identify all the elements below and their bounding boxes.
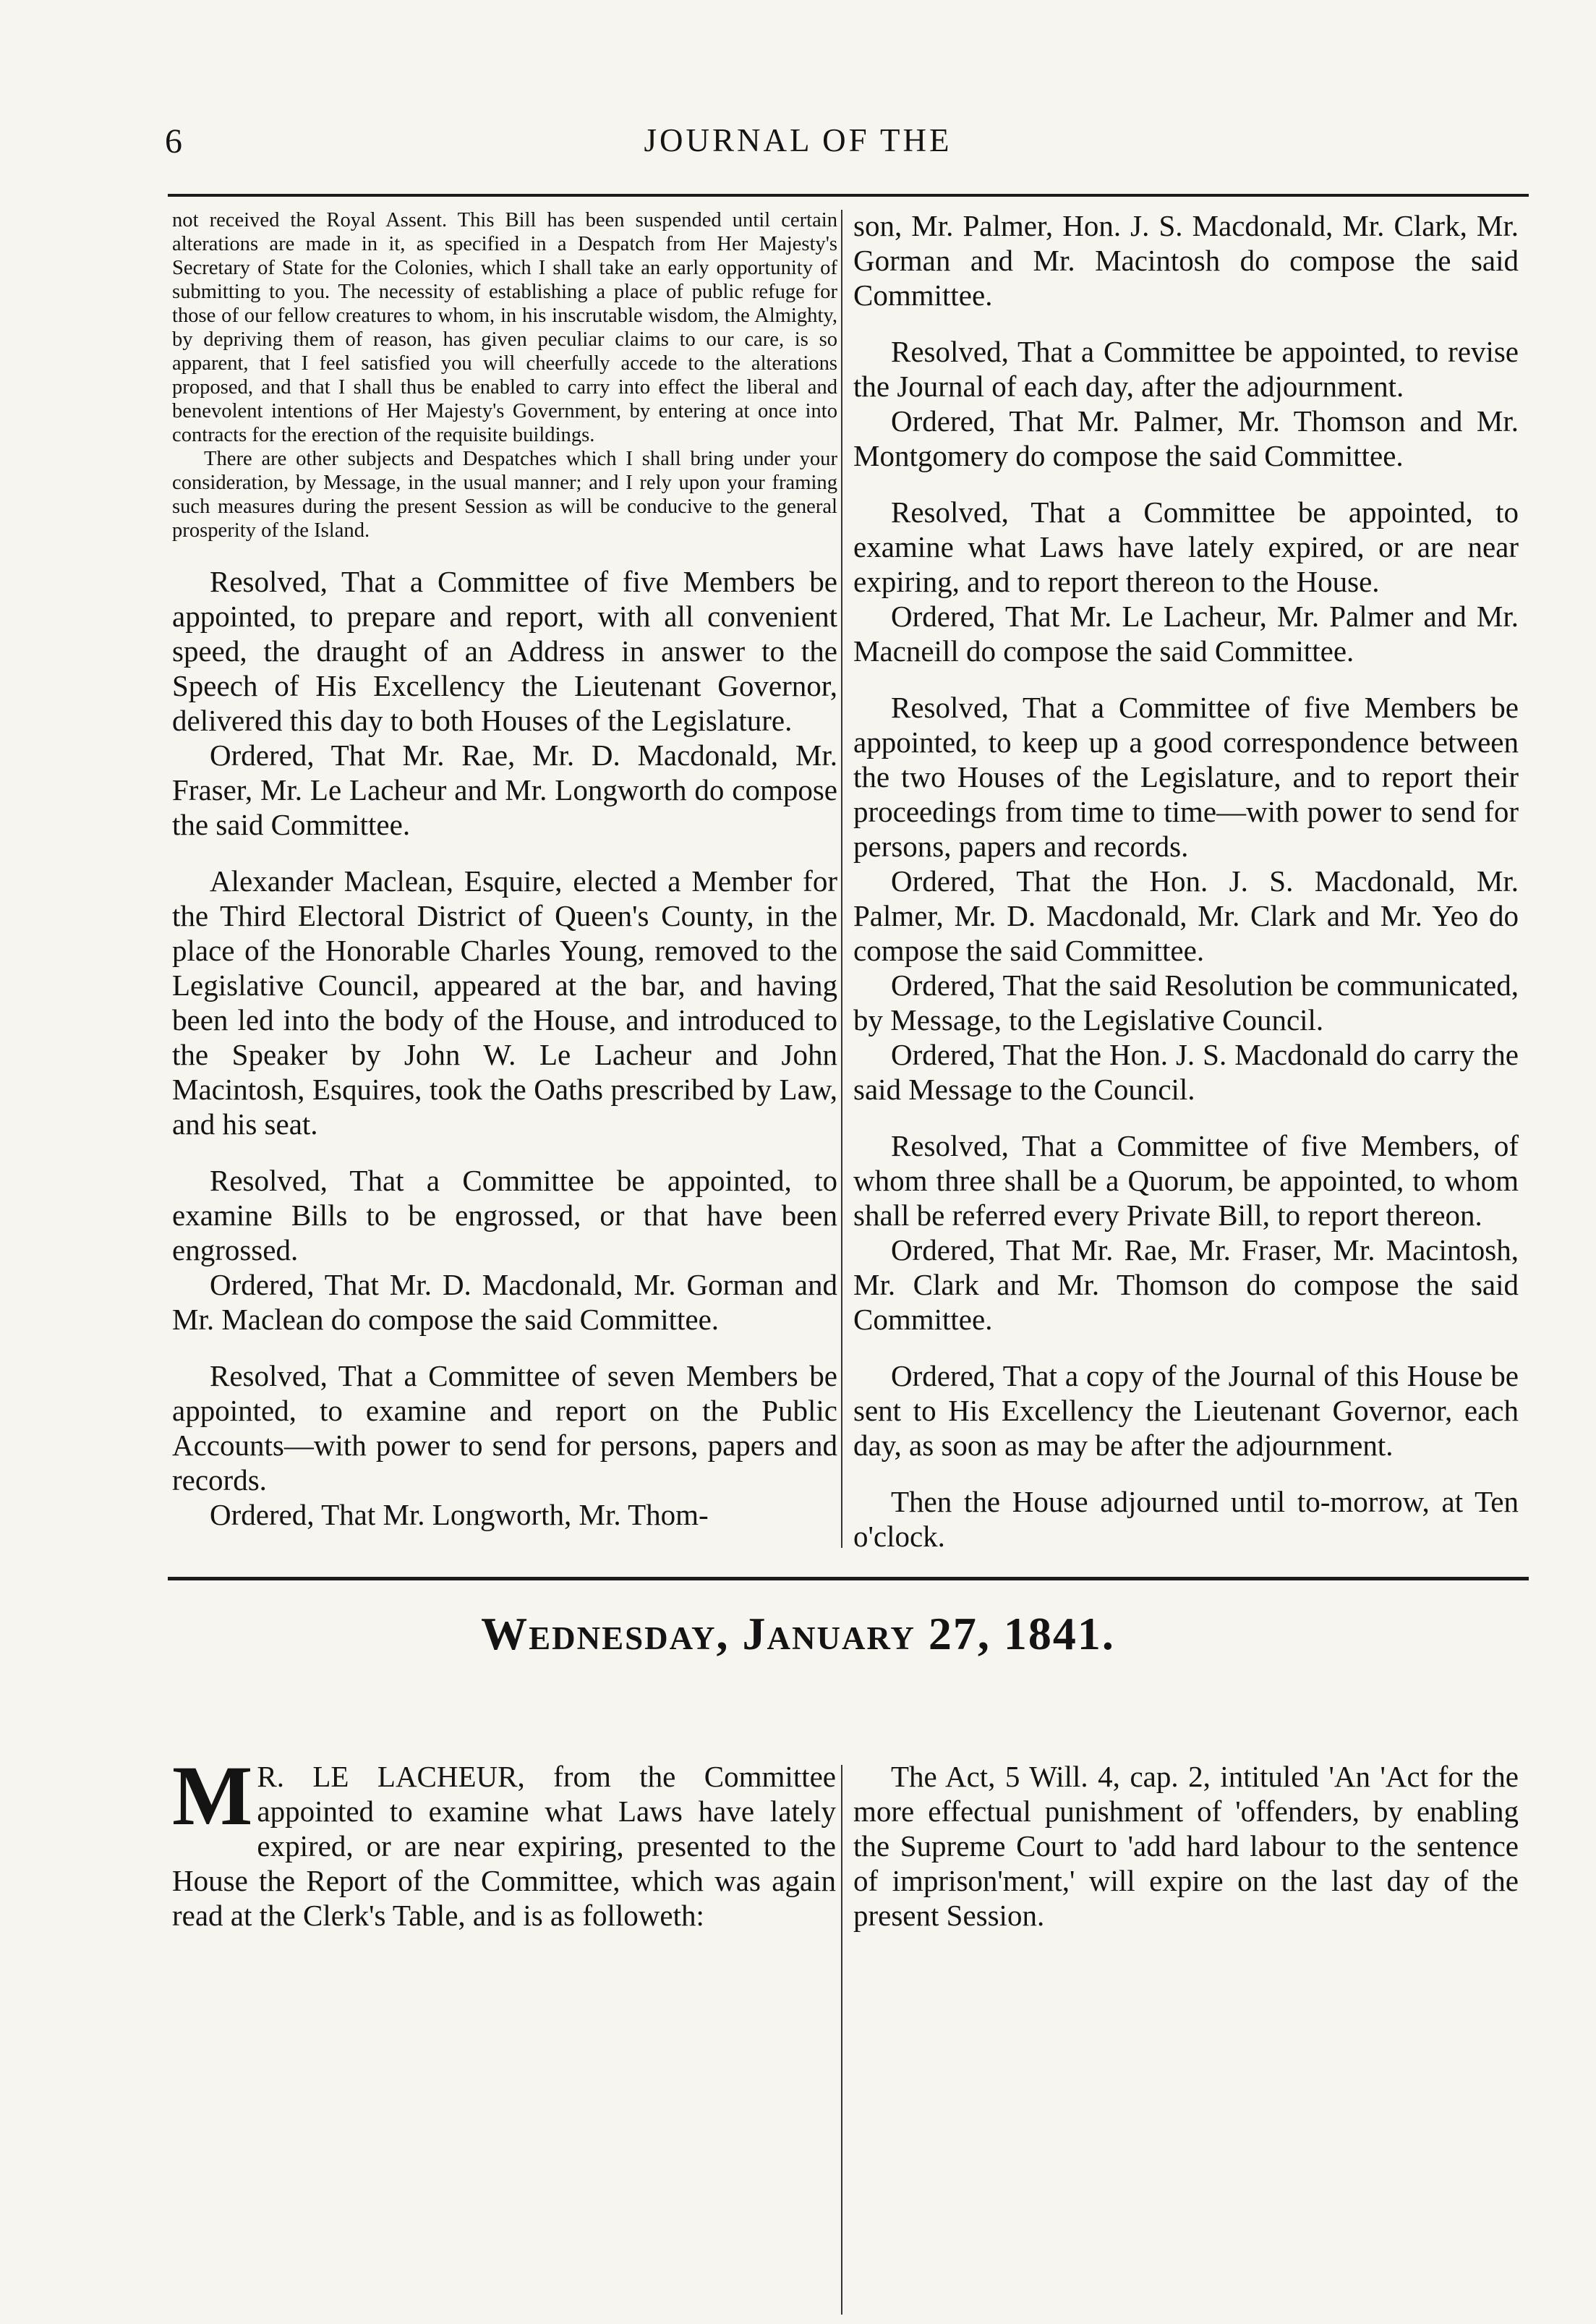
- resolution-paragraph: Resolved, That a Committee be appointed, to revise the Journal of each day, after the adjournment.: [853, 335, 1519, 403]
- order-paragraph: Ordered, That the Hon. J. S. Macdonald, Mr. Palmer, Mr. D. Macdonald, Mr. Clark and Mr. Yeo do compose the said Committee.: [853, 864, 1519, 967]
- resolution-paragraph: Resolved, That a Committee be appointed, to examine what Laws have lately expired, or are near expiring, and to report thereon to the House.: [853, 495, 1519, 598]
- order-paragraph: son, Mr. Palmer, Hon. J. S. Macdonald, Mr. Clark, Mr. Gorman and Mr. Macintosh do compose the said Committee.: [853, 209, 1519, 312]
- column-divider: [841, 210, 842, 1548]
- drop-cap: M: [172, 1748, 253, 1843]
- resolution-paragraph: Resolved, That a Committee of five Members, of whom three shall be a Quorum, be appointed, to whom shall be referred every Private Bill, to report thereon.: [853, 1129, 1519, 1232]
- running-head: JOURNAL OF THE: [644, 122, 952, 158]
- speech-paragraph: There are other subjects and Despatches which I shall bring under your consideration, by Message, in the usual manner; and I rely upon your framing such measures during the present Session as will be conducive to the general prosperity of the Island.: [172, 448, 837, 542]
- resolution-paragraph: Resolved, That a Committee be appointed, to examine Bills to be engrossed, or that have been engrossed.: [172, 1164, 837, 1267]
- body-paragraph: Alexander Maclean, Esquire, elected a Member for the Third Electoral District of Queen's County, in the place of the Honorable Charles Young, removed to the Legislative Council, appeared at the bar, and having been led into the body of the House, and introduced to the Speaker by John W. Le Lacheur and John Macintosh, Esquires, took the Oaths prescribed by Law, and his seat.: [172, 864, 837, 1141]
- order-paragraph: Ordered, That Mr. Le Lacheur, Mr. Palmer and Mr. Macneill do compose the said Committee.: [853, 600, 1519, 668]
- order-paragraph: Ordered, That the Hon. J. S. Macdonald do carry the said Message to the Council.: [853, 1038, 1519, 1106]
- report-text: The Act, 5 Will. 4, cap. 2, intituled 'An 'Act for the more effectual punishment of 'offenders, by enabling the Supreme Court to 'add hard labour to the sentence of imprison'ment,' will expire on the last day of the present Session.: [853, 1760, 1519, 1932]
- order-paragraph: Ordered, That Mr. Rae, Mr. Fraser, Mr. Macintosh, Mr. Clark and Mr. Thomson do compose the said Committee.: [853, 1233, 1519, 1336]
- order-paragraph: Ordered, That a copy of the Journal of this House be sent to His Excellency the Lieutenant Governor, each day, as soon as may be after the adjournment.: [853, 1359, 1519, 1462]
- column-divider: [841, 1765, 842, 2315]
- section-rule: [168, 1577, 1529, 1580]
- section-left-column: [172, 1748, 836, 1933]
- left-column: [172, 208, 837, 1532]
- resolution-paragraph: Resolved, That a Committee of five Members be appointed, to prepare and report, with all convenient speed, the draught of an Address in answer to the Speech of His Excellency the Lieutenant Governor, delivered this day to both Houses of the Legislature.: [172, 565, 837, 737]
- order-paragraph: Ordered, That Mr. D. Macdonald, Mr. Gorman and Mr. Maclean do compose the said Committee.: [172, 1268, 837, 1336]
- top-rule: [168, 194, 1529, 197]
- right-column: [853, 208, 1519, 1554]
- order-paragraph: Ordered, That Mr. Rae, Mr. D. Macdonald, Mr. Fraser, Mr. Le Lacheur and Mr. Longworth do compose the said Committee.: [172, 739, 837, 841]
- adjournment-paragraph: Then the House adjourned until to-morrow, at Ten o'clock.: [853, 1485, 1519, 1553]
- order-paragraph: Ordered, That the said Resolution be communicated, by Message, to the Legislative Council.: [853, 969, 1519, 1037]
- resolution-paragraph: Resolved, That a Committee of five Members be appointed, to keep up a good correspondence between the two Houses of the Legislature, and to report their proceedings from time to time—with power to send for persons, papers and records.: [853, 691, 1519, 863]
- section-right-column: [853, 1759, 1519, 1933]
- speech-paragraph: not received the Royal Assent. This Bill has been suspended until certain alterations are made in it, as specified in a Despatch from Her Majesty's Secretary of State for the Colonies, which I shall take an early opportunity of submitting to you. The necessity of establishing a place of public refuge for those of our fellow creatures to whom, in his inscrutable wisdom, the Almighty, by depriving them of reason, has given peculiar claims to our care, is so apparent, that I feel satisfied you will cheerfully accede to the alterations proposed, and that I shall thus be enabled to carry into effect the liberal and benevolent intentions of Her Majesty's Government, by entering at once into contracts for the erection of the requisite buildings.: [172, 209, 837, 446]
- order-paragraph: Ordered, That Mr. Palmer, Mr. Thomson and Mr. Montgomery do compose the said Committee.: [853, 404, 1519, 472]
- report-intro: R. LE LACHEUR, from the Committee appointed to examine what Laws have lately expired, or are near expiring, presented to the House the Report of the Committee, which was again read at the Clerk's Table, and is as followeth:: [172, 1760, 836, 1932]
- date-heading: Wednesday, January 27, 1841.: [481, 1608, 1115, 1659]
- page-number: 6: [165, 122, 182, 161]
- resolution-paragraph: Resolved, That a Committee of seven Members be appointed, to examine and report on the Public Accounts—with power to send for persons, papers and records.: [172, 1359, 837, 1497]
- order-paragraph: Ordered, That Mr. Longworth, Mr. Thom-: [210, 1498, 709, 1531]
